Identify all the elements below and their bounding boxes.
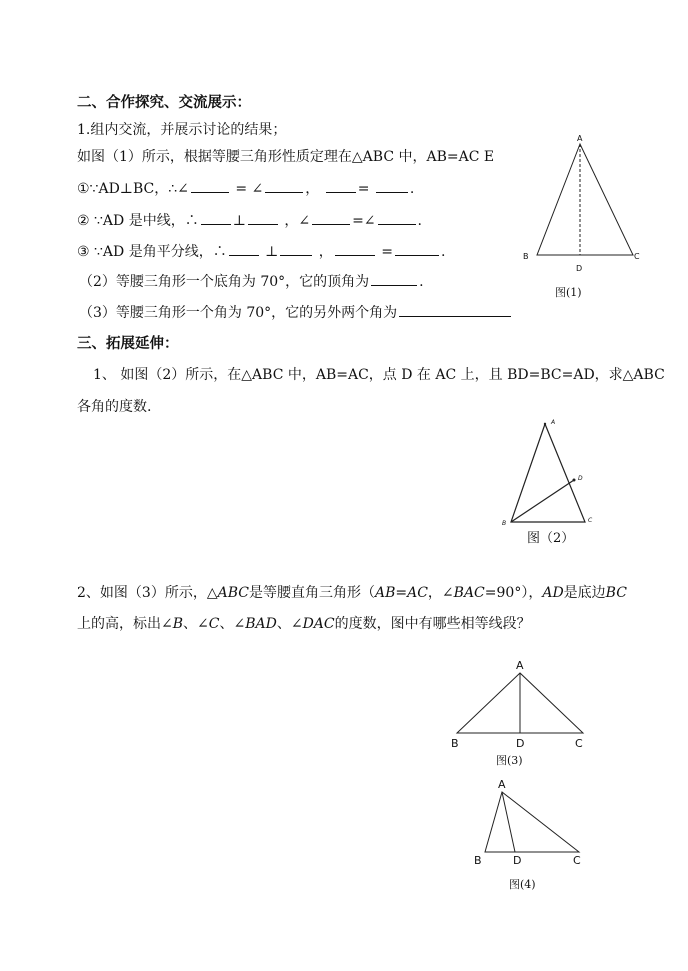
p2-l2-a: 上的高，标出∠ [77, 616, 173, 632]
item2-sep: ，∠ [284, 213, 311, 229]
fig1-label-a: A [577, 134, 583, 143]
p2-l2-d: 、∠ [276, 616, 303, 632]
item2-blank-2[interactable] [248, 210, 278, 225]
item2-blank-4[interactable] [378, 210, 416, 225]
item1-eq2: = [357, 181, 370, 197]
fig4-triangle [485, 792, 579, 852]
p1-line1: 1、 如图（2）所示，在△ABC 中，AB=AC，点 D 在 AC 上，且 BD=BC=AD，求△ABC [93, 367, 665, 383]
figure-3 [445, 655, 595, 753]
fig1-label-d: D [576, 264, 583, 273]
p2-l2-b: 、∠ [183, 616, 209, 632]
p2-text-c: ，∠ [427, 585, 454, 601]
item1-blank-4[interactable] [376, 178, 408, 193]
fig1-label-b: B [523, 252, 529, 261]
q3-row [79, 302, 513, 323]
fig2-bd [511, 480, 574, 522]
fig4-caption: 图(4) [509, 878, 536, 891]
item3-blank-4[interactable] [395, 241, 439, 256]
q1-title: 1.组内交流，并展示讨论的结果； [77, 122, 287, 138]
q3-blank[interactable] [399, 302, 511, 317]
fig2-triangle [511, 424, 585, 522]
item2-perp: ⊥ [232, 213, 246, 229]
fig2-label-c: C [588, 517, 593, 524]
p2-text-e: 是底边 [563, 585, 606, 601]
item3-row [77, 241, 445, 262]
item3-blank-1[interactable] [229, 241, 259, 256]
fig1-triangle [537, 144, 633, 255]
fig2-point-a [544, 423, 546, 425]
p2-abc: ABC [217, 585, 249, 601]
q3-text: （3）等腰三角形一个角为 70°，它的另外两个角为 [79, 305, 398, 321]
p2-angle-b: B [172, 616, 184, 632]
fig1-label-c: C [634, 252, 640, 261]
item2-row [77, 210, 422, 231]
p2-angle-c: C [208, 616, 220, 632]
item3-eq: = [381, 244, 393, 260]
fig2-label-a: A [551, 419, 556, 426]
item2-blank-1[interactable] [201, 210, 231, 225]
figure-1 [515, 128, 645, 278]
p2-l2-e: 的度数，图中有哪些相等线段？ [334, 616, 531, 632]
fig4-label-b: B [474, 854, 482, 867]
p2-text-d: =90°）， [484, 585, 543, 601]
q2-end: . [419, 274, 424, 290]
fig2-label-d: D [578, 475, 583, 482]
fig2-caption: 图（2） [527, 531, 575, 546]
p2-ad: AD [542, 585, 564, 601]
item2-prefix: ② ∵AD 是中线，∴ [77, 213, 199, 229]
section3-heading: 三、拓展延伸： [77, 335, 179, 352]
figure-4 [465, 773, 595, 873]
fig3-label-a: A [516, 659, 524, 672]
fig4-label-c: C [573, 854, 581, 867]
q1-intro: 如图（1）所示，根据等腰三角形性质定理在△ABC 中，AB=AC E [77, 149, 495, 165]
fig4-label-a: A [498, 778, 506, 791]
q2-blank[interactable] [371, 271, 417, 286]
item1-prefix: ①∵AD⊥BC，∴∠ [77, 181, 189, 197]
section2-heading: 二、合作探究、交流展示： [77, 94, 251, 111]
p2-line2 [77, 614, 531, 634]
fig2-label-b: B [502, 520, 507, 527]
item3-sep: ， [318, 244, 333, 260]
item3-blank-2[interactable] [280, 241, 312, 256]
q2-row [79, 271, 424, 292]
p2-text-b: 是等腰直角三角形（ [248, 585, 375, 601]
fig3-label-c: C [575, 737, 583, 750]
p2-line1 [77, 583, 627, 603]
item1-eq1: = [235, 181, 248, 197]
p1-line2: 各角的度数. [77, 399, 152, 415]
p2-angle-bad: BAD [245, 616, 277, 632]
item2-eq: =∠ [352, 213, 376, 229]
fig3-caption: 图(3) [496, 754, 523, 767]
p2-l2-c: 、∠ [219, 616, 246, 632]
q2-text: （2）等腰三角形一个底角为 70°，它的顶角为 [79, 274, 370, 290]
fig3-label-b: B [451, 737, 459, 750]
item3-blank-3[interactable] [335, 241, 375, 256]
item3-end: . [440, 244, 446, 260]
fig1-caption: 图(1) [555, 286, 582, 299]
item1-row [77, 178, 414, 199]
item3-prefix: ③ ∵AD 是角平分线，∴ [77, 244, 227, 260]
item2-blank-3[interactable] [312, 210, 350, 225]
p2-abac: AB=AC [374, 585, 428, 601]
item1-angle: ∠ [251, 181, 264, 197]
item3-perp: ⊥ [265, 244, 279, 260]
p2-bac: BAC [453, 585, 485, 601]
fig4-label-d: D [513, 854, 522, 867]
p2-angle-dac: DAC [302, 616, 335, 632]
fig3-label-d: D [516, 737, 525, 750]
p2-bc: BC [605, 585, 627, 601]
fig2-point-d [573, 479, 576, 482]
item1-comma: ， [305, 181, 320, 197]
item1-end: . [409, 181, 415, 197]
item1-blank-1[interactable] [191, 178, 229, 193]
item1-blank-3[interactable] [326, 178, 356, 193]
figure-2 [495, 414, 605, 529]
p2-text-a: 2、如图（3）所示，△ [77, 585, 218, 601]
item2-end: . [417, 213, 422, 229]
item1-blank-2[interactable] [265, 178, 303, 193]
